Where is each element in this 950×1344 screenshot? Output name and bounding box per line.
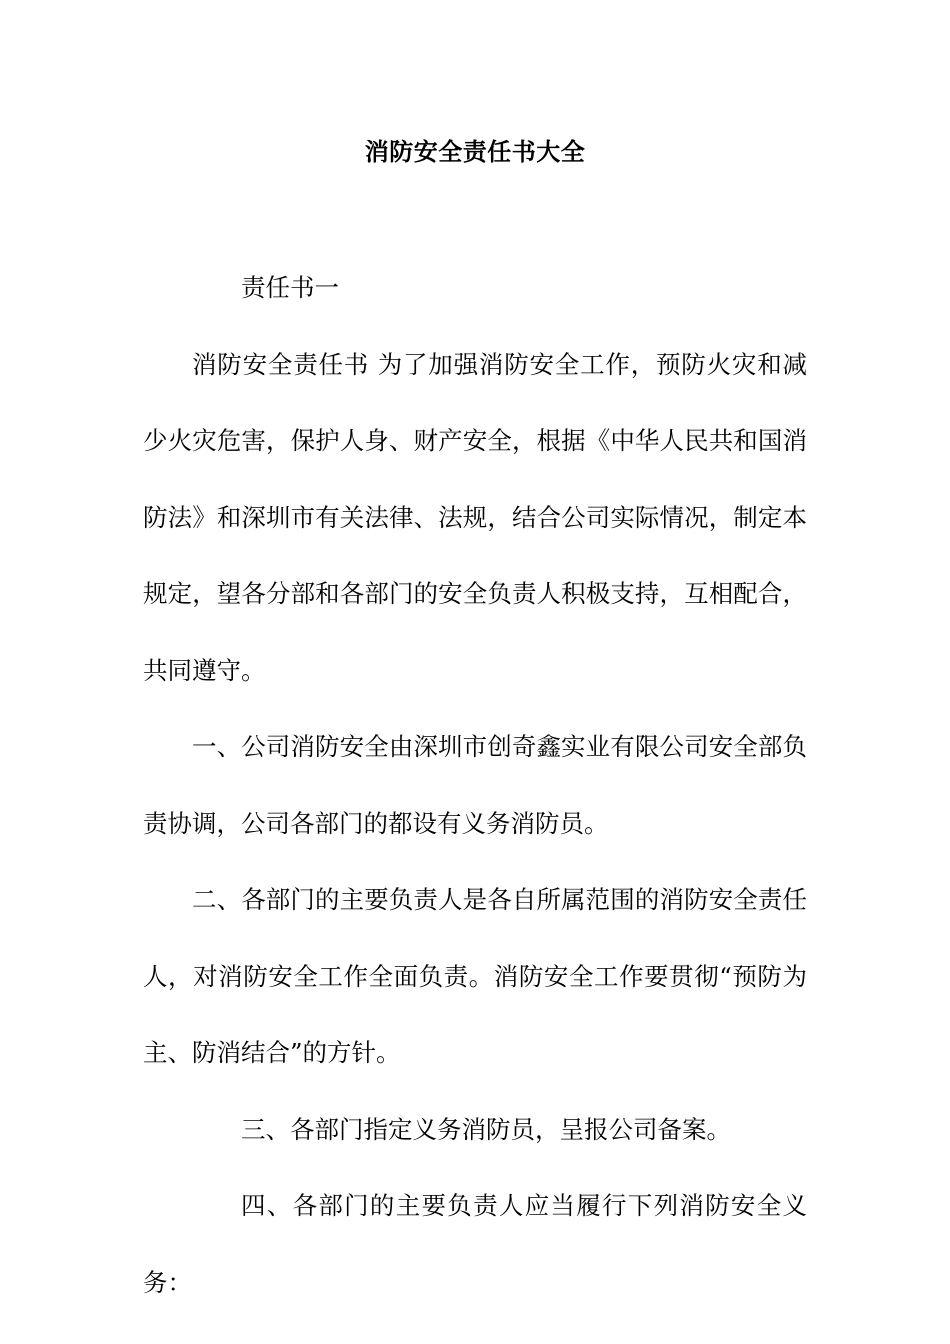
paragraph-clause-1: 一、公司消防安全由深圳市创奇鑫实业有限公司安全部负责协调，公司各部门的都设有义务消防员。: [143, 732, 807, 838]
section-heading: 责任书一: [241, 273, 339, 302]
document-title: 消防安全责任书大全: [364, 137, 586, 166]
paragraph-clause-3: 三、各部门指定义务消防员，呈报公司备案。: [241, 1114, 731, 1144]
document-body: [143, 250, 807, 1321]
paragraph-clause-2: 二、各部门的主要负责人是各自所属范围的消防安全责任人，对消防安全工作全面负责。消防安全工作要贯彻“预防为主、防消结合”的方针。: [143, 885, 807, 1067]
paragraph-intro: 消防安全责任书 为了加强消防安全工作，预防火灾和减少火灾危害，保护人身、财产安全，根据《中华人民共和国消防法》和深圳市有关法律、法规，结合公司实际情况，制定本规定，望各分部和各部门的安全负责人积极支持，互相配合，共同遵守。: [143, 349, 807, 685]
paragraph-clause-4: 四、各部门的主要负责人应当履行下列消防安全义务：: [143, 1191, 807, 1297]
